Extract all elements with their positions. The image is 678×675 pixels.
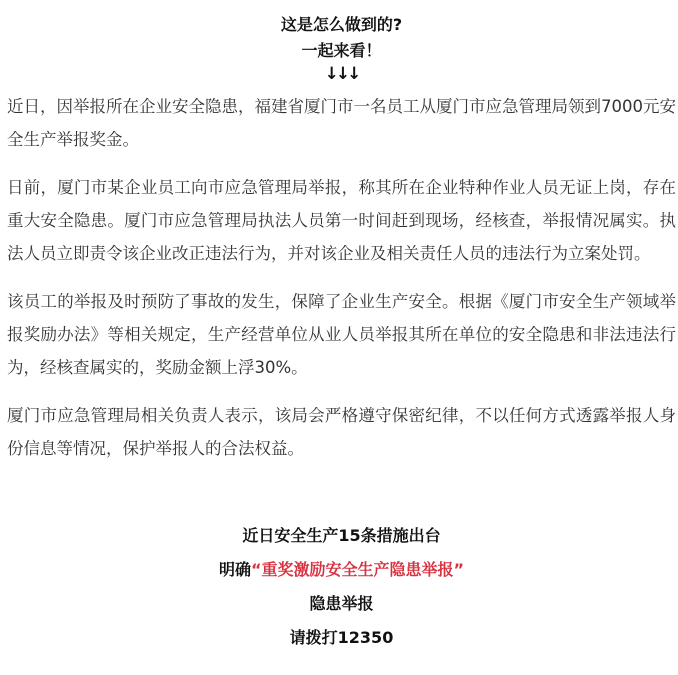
paragraph-2: 日前，厦门市某企业员工向市应急管理局举报，称其所在企业特种作业人员无证上岗，存在重大安全隐患。厦门市应急管理局执法人员第一时间赶到现场，经核查，举报情况属实。执法人员立即责令该企业改正违法行为，并对该企业及相关责任人员的违法行为立案处罚。 <box>7 178 676 263</box>
footer-reward-prefix: 明确 <box>218 560 251 579</box>
footer-reward-highlight: “重奖激励安全生产隐患举报” <box>250 560 465 579</box>
footer-hotline: 请拨打12350 <box>289 628 394 647</box>
intro-invite: 一起来看！ <box>301 41 382 60</box>
footer-hazard-report-label: 隐患举报 <box>309 594 374 613</box>
footer-reward-line <box>7 553 676 587</box>
footer-notice <box>7 519 676 655</box>
paragraph-3: 该员工的举报及时预防了事故的发生，保障了企业生产安全。根据《厦门市安全生产领域举报奖励办法》等相关规定，生产经营单位从业人员举报其所在单位的安全隐患和非法违法行为，经核查属实的，奖励金额上浮30%。 <box>7 292 676 377</box>
footer-measures-title: 近日安全生产15条措施出台 <box>242 526 441 545</box>
intro-question: 这是怎么做到的? <box>280 15 403 34</box>
down-arrows-icon: ↓↓↓ <box>324 64 359 84</box>
intro-header <box>7 0 676 84</box>
paragraph-1: 近日，因举报所在企业安全隐患，福建省厦门市一名员工从厦门市应急管理局领到7000元安全生产举报奖金。 <box>7 97 676 149</box>
paragraph-4: 厦门市应急管理局相关负责人表示，该局会严格遵守保密纪律，不以任何方式透露举报人身份信息等情况，保护举报人的合法权益。 <box>7 406 676 458</box>
